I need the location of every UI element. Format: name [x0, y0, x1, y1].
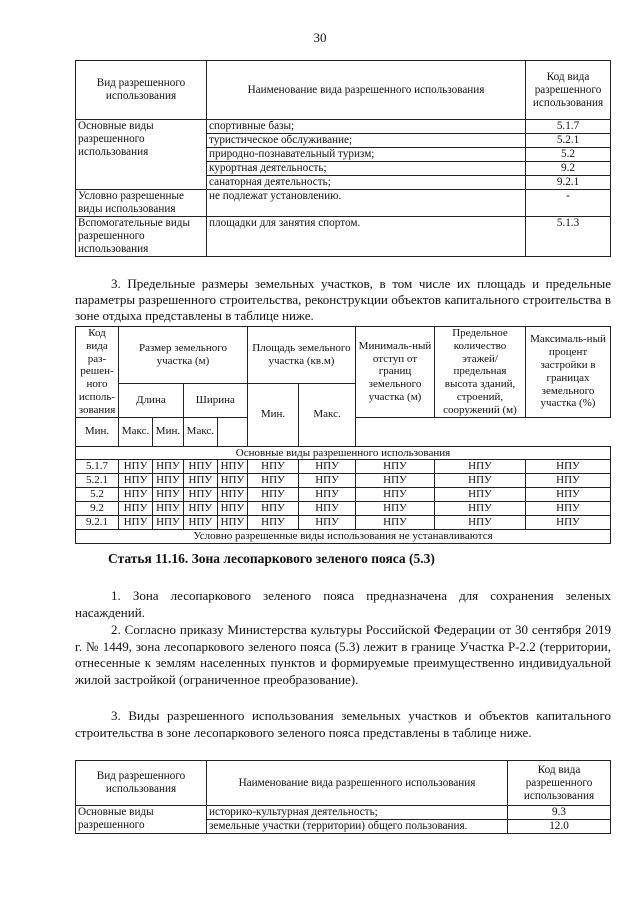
auxiliary-uses-label: Вспомогательные виды разрешенного использования — [76, 217, 207, 257]
section-row — [76, 530, 611, 544]
table-row — [76, 190, 611, 217]
cell: НПУ — [247, 502, 298, 516]
cell: НПУ — [356, 488, 435, 502]
cell: НПУ — [153, 516, 184, 530]
cell: НПУ — [299, 502, 356, 516]
cell: НПУ — [356, 516, 435, 530]
cell: НПУ — [217, 516, 247, 530]
cell: НПУ — [299, 516, 356, 530]
conditional-note: Условно разрешенные виды использования не устанавливаются — [76, 530, 611, 544]
cell: НПУ — [435, 474, 526, 488]
header-length-min: Мин. — [76, 417, 119, 446]
table-row — [76, 488, 611, 502]
cell: НПУ — [526, 502, 611, 516]
conditional-uses-label: Условно разрешенные виды использования — [76, 190, 207, 217]
cell: НПУ — [153, 474, 184, 488]
use-code: 9.2.1 — [526, 176, 611, 190]
cell: НПУ — [183, 460, 217, 474]
header-size: Размер земельного участка (м) — [119, 327, 248, 384]
cell: НПУ — [183, 516, 217, 530]
table-header-row — [76, 761, 611, 806]
table-row — [76, 516, 611, 530]
use-code: 5.2.1 — [526, 134, 611, 148]
cell: НПУ — [356, 460, 435, 474]
cell: НПУ — [153, 488, 184, 502]
permitted-use-table-forest-park — [75, 760, 611, 834]
use-code: 9.2 — [526, 162, 611, 176]
header-use-type: Вид разрешенного использования — [76, 761, 207, 806]
table-row — [76, 806, 611, 820]
cell: НПУ — [217, 474, 247, 488]
cell: НПУ — [217, 488, 247, 502]
row-code: 5.1.7 — [76, 460, 119, 474]
cell: НПУ — [247, 460, 298, 474]
use-code: 12.0 — [508, 820, 611, 834]
header-use-name: Наименование вида разрешенного использования — [207, 761, 508, 806]
use-name: земельные участки (территории) общего пользования. — [207, 820, 508, 834]
use-name: площадки для занятия спортом. — [207, 217, 526, 257]
cell: НПУ — [153, 460, 184, 474]
cell: НПУ — [183, 488, 217, 502]
header-width-max: Макс. — [183, 417, 217, 446]
use-name: курортная деятельность; — [207, 162, 526, 176]
header-area-max: Макс. — [299, 384, 356, 447]
header-percent: Максималь-ный процент застройки в границах земельного участка (%) — [526, 327, 611, 418]
cell: НПУ — [183, 474, 217, 488]
header-use-type: Вид разрешенного использования — [76, 61, 207, 120]
cell: НПУ — [119, 488, 153, 502]
use-name: историко-культурная деятельность; — [207, 806, 508, 820]
cell: НПУ — [526, 488, 611, 502]
header-area: Площадь земельного участка (кв.м) — [247, 327, 355, 384]
cell: НПУ — [247, 474, 298, 488]
paragraph-order: 2. Согласно приказу Министерства культуры Российской Федерации от 30 сентября 2019 г. № 1449, зона лесопаркового зеленого пояса (5.3) лежит в границе Участка Р-2.2 (территории, отнесенные к землям населенных пунктов и формируемые преимущественно индивидуальной жилой застройкой (ограниченное преобразование). — [75, 622, 611, 687]
cell: НПУ — [356, 474, 435, 488]
cell: НПУ — [119, 502, 153, 516]
cell: НПУ — [153, 502, 184, 516]
main-uses-label: Основные виды разрешенного — [76, 806, 207, 834]
paragraph-purpose: 1. Зона лесопаркового зеленого пояса предназначена для сохранения зеленых насаждений. — [75, 588, 611, 620]
cell: НПУ — [435, 460, 526, 474]
paragraph-limit-sizes: 3. Предельные размеры земельных участков, в том числе их площадь и предельные параметры разрешенного строительства, реконструкции объектов капитального строительства в зоне отдыха представлены в таблице ниже. — [75, 276, 611, 323]
cell: НПУ — [435, 516, 526, 530]
use-code: - — [526, 190, 611, 217]
header-width: Ширина — [183, 384, 247, 418]
cell: НПУ — [526, 474, 611, 488]
use-code: 5.1.3 — [526, 217, 611, 257]
header-setback: Минималь-ный отступ от границ земельного участка (м) — [356, 327, 435, 418]
table-row — [76, 474, 611, 488]
table-row — [76, 120, 611, 134]
use-code: 9.3 — [508, 806, 611, 820]
cell: НПУ — [299, 474, 356, 488]
cell: НПУ — [435, 488, 526, 502]
header-width-min: Мин. — [153, 417, 184, 446]
header-length: Длина — [119, 384, 184, 418]
cell: НПУ — [526, 516, 611, 530]
table-header-row — [76, 61, 611, 120]
cell: НПУ — [183, 502, 217, 516]
use-name: санаторная деятельность; — [207, 176, 526, 190]
use-code: 5.2 — [526, 148, 611, 162]
paragraph-uses: 3. Виды разрешенного использования земельных участков и объектов капитального строительства в зоне лесопаркового зеленого пояса представлены в таблице ниже. — [75, 708, 611, 740]
cell: НПУ — [119, 474, 153, 488]
row-code: 9.2.1 — [76, 516, 119, 530]
row-code: 5.2 — [76, 488, 119, 502]
header-use-name: Наименование вида разрешенного использования — [207, 61, 526, 120]
cell: НПУ — [247, 488, 298, 502]
cell: НПУ — [299, 460, 356, 474]
row-code: 5.2.1 — [76, 474, 119, 488]
header-length-max: Макс. — [119, 417, 153, 446]
use-name: не подлежат установлению. — [207, 190, 526, 217]
cell: НПУ — [356, 502, 435, 516]
page-number: 30 — [313, 30, 327, 45]
table-row — [76, 460, 611, 474]
section-row — [76, 446, 611, 460]
cell: НПУ — [299, 488, 356, 502]
use-code: 5.1.7 — [526, 120, 611, 134]
parameters-table — [75, 326, 611, 544]
header-code: Код вида раз-решен-ного исполь-зования — [76, 327, 119, 418]
cell: НПУ — [217, 502, 247, 516]
table-row — [76, 502, 611, 516]
header-use-code: Код вида разрешенного использования — [508, 761, 611, 806]
cell: НПУ — [119, 516, 153, 530]
main-section-label: Основные виды разрешенного использования — [76, 446, 611, 460]
row-code: 9.2 — [76, 502, 119, 516]
use-name: спортивные базы; — [207, 120, 526, 134]
cell: НПУ — [119, 460, 153, 474]
table-row — [76, 217, 611, 257]
cell: НПУ — [435, 502, 526, 516]
header-floors: Предельное количество этажей/ предельная высота зданий, строений, сооружений (м) — [435, 327, 526, 418]
header-use-code: Код вида разрешенного использования — [526, 61, 611, 120]
use-name: туристическое обслуживание; — [207, 134, 526, 148]
cell: НПУ — [217, 460, 247, 474]
header-area-min: Мин. — [247, 384, 298, 447]
use-name: природно-познавательный туризм; — [207, 148, 526, 162]
main-uses-label: Основные виды разрешенного использования — [76, 120, 207, 190]
article-title: Статья 11.16. Зона лесопаркового зеленого пояса (5.3) — [108, 551, 435, 566]
permitted-use-table-recreation — [75, 60, 611, 257]
cell: НПУ — [526, 460, 611, 474]
cell: НПУ — [247, 516, 298, 530]
